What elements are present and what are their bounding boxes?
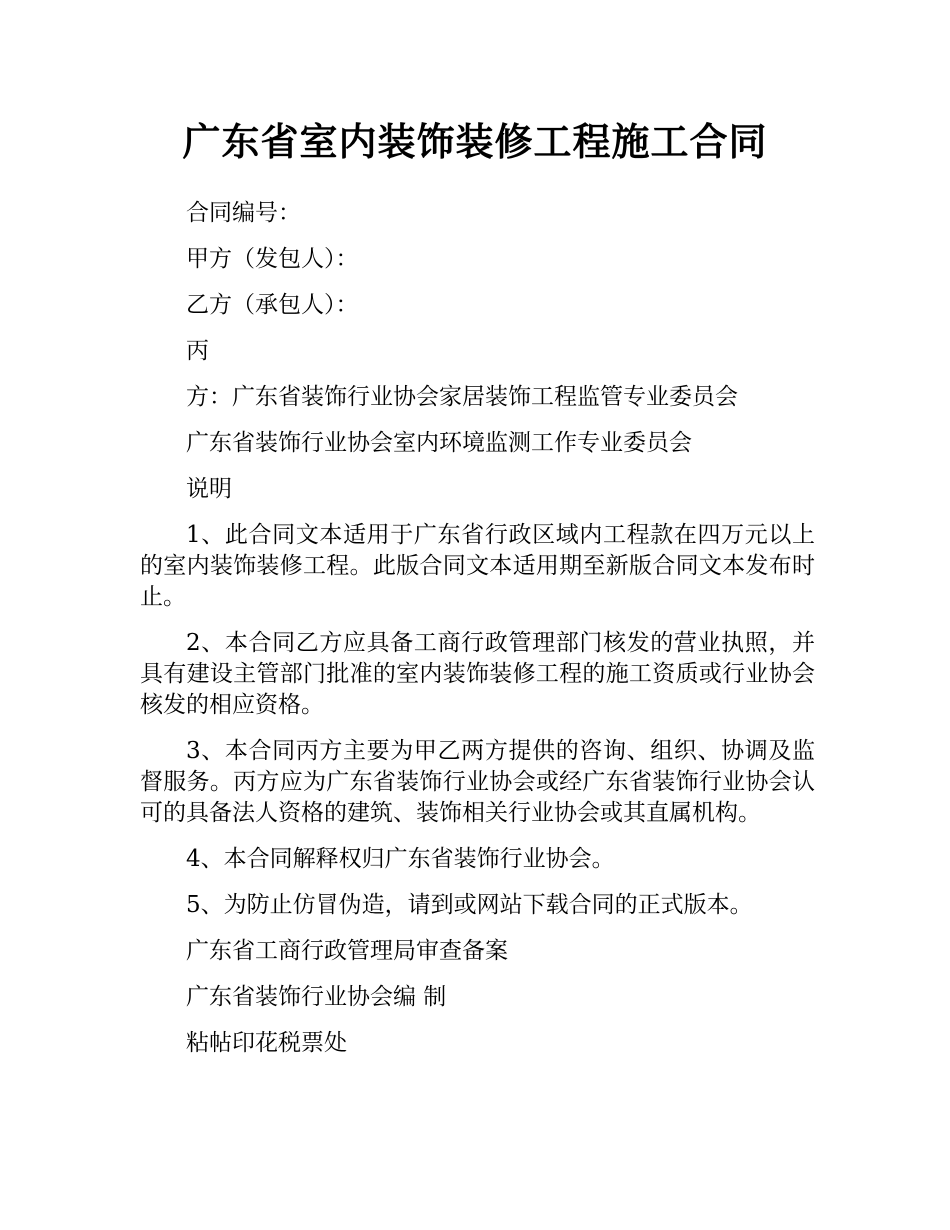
contract-number-line: 合同编号：	[186, 200, 301, 226]
note-paragraph-2: 2、本合同乙方应具备工商行政管理部门核发的营业执照，并具有建设主管部门批准的室内装饰装修工程的施工资质或行业协会核发的相应资格。	[140, 630, 815, 718]
note-paragraph-3: 3、本合同丙方主要为甲乙两方提供的咨询、组织、协调及监督服务。丙方应为广东省装饰行业协会或经广东省装饰行业协会认可的具备法人资格的建筑、装饰相关行业协会或其直属机构。	[140, 738, 815, 826]
note-paragraph-1: 1、此合同文本适用于广东省行政区域内工程款在四万元以上的室内装饰装修工程。此版合同文本适用期至新版合同文本发布时止。	[140, 522, 815, 610]
note-4-line: 4、本合同解释权归广东省装饰行业协会。	[186, 846, 615, 872]
party-c-line: 方：广东省装饰行业协会家居装饰工程监管专业委员会	[186, 384, 738, 410]
party-b-line: 乙方（承包人）：	[186, 292, 359, 318]
party-c-second-line: 广东省装饰行业协会室内环境监测工作专业委员会	[186, 430, 692, 456]
compiled-by-line: 广东省装饰行业协会编 制	[186, 984, 447, 1010]
document-body	[140, 198, 815, 1074]
party-c-label: 丙	[186, 338, 209, 364]
notes-heading: 说明	[186, 476, 232, 502]
stamp-tax-line: 粘帖印花税票处	[186, 1030, 347, 1056]
party-a-line: 甲方（发包人）：	[186, 246, 359, 272]
filing-authority-line: 广东省工商行政管理局审查备案	[186, 938, 508, 964]
note-5-line: 5、为防止仿冒伪造，请到或网站下载合同的正式版本。	[186, 892, 753, 918]
document-title: 广东省室内装饰装修工程施工合同	[182, 120, 768, 164]
